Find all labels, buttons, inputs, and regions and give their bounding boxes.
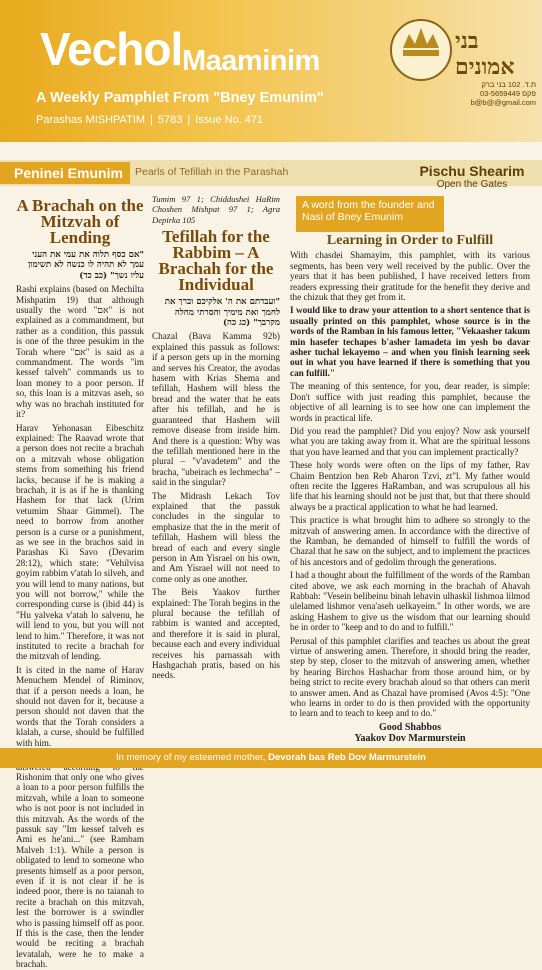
article-heading-learning: Learning in Order to Fulfill	[326, 233, 494, 248]
signoff-good-shabbos: Good Shabbos	[379, 721, 441, 733]
contact-line: b@b@@gmail.com	[470, 98, 536, 107]
issue-number: Issue No. 471	[195, 114, 264, 126]
dedication-name: Devorah bas Reb Dov Marmurstein	[268, 752, 426, 763]
masthead-subtitle: A Weekly Pamphlet From "Bney Emunim"	[36, 90, 324, 106]
paragraph: Rishonim that only one who gives a loan to a poor person fulfills the mitzvah, while a loan to someone who is not poor is not included in this mitzvah. As the words of the passuk say "Im kessef talveh es Ami es he'ani..." (see Rambam Malveh 1:1). While a person is obligated to lend to someone who presents himself as a poor person, even if it is not clear if he is indeed poor, there is no taianah to recite a brachah on this mitzvah, lest the borrower is a swindler who is passing himself off as poor. If this is the case, then the lender would be reciting a brachah levatalah, were he to make a brachah.	[16, 771, 144, 970]
issue-info: Parashas MISHPATIM | 5783 | Issue No. 471	[36, 114, 264, 126]
paragraph: Perusal of this pamphlet clarifies and teaches us about the great virtue of answering amen. Therefore, it should bring the reader, step by step, closer to the mitzvah of answering amen, whether by hearing Birchos Hashachar from those around him, or by being strict to recite every brachah aloud so that others can merit to answer amen. And as Chazal have promised (Avos 4:5): "One who learns in order to do is then provided with the opportunity to learn and to teach to keep and to do."	[290, 635, 530, 719]
spacer	[290, 194, 530, 234]
paragraph: I had a thought about the fulfillment of the words of the Ramban cited above, we ask each morning in the brachah of Ahavah Rabbah: "Vesein belibeinu binah lehavin ulhaskil lishmoa lilmod ulelamed lishmor vena'aseh uelkayeim." In other words, we are asking Hashem to give us the wisdom that our learning should be in order to "keep and to do and to fulfill."	[290, 570, 530, 633]
paragraph: The Midrash Lekach Tov explained that the passuk concludes in the singular to emphasize that the in the merit of tefillah, Hashem will bless the bread of each and every single person in Am Yisrael on his own, and Am Yisrael will not need to come only as one another.	[152, 490, 280, 584]
hebrew-passuk: "אם כסף תלוה את עמי את העני עמך לא תהיה לו כנשה לא תשימון עליו נשך" (כב כד)	[28, 250, 144, 281]
parashas-name: Parashas MISHPATIM	[36, 114, 146, 126]
paragraph: The Beis Yaakov further explained: The Torah begins in the plural because the tefillah of rabbim is wanted and accepted, and therefore it is said in plural, because each and every individual receives his parnassah with Hashgachah pratis, based on his needs.	[152, 587, 280, 681]
section-subtitle-pearls: Pearls of Tefillah in the Parashah	[135, 166, 289, 178]
bney-emunim-crown-logo	[389, 14, 453, 82]
title-vechol: Vechol	[40, 23, 183, 75]
year: 5783	[157, 114, 183, 126]
signoff-author: Yaakov Dov Marmurstein	[354, 732, 466, 744]
paragraph: I would like to draw your attention to a short sentence that is usually printed on this pamphlet, whose source is in the words of the Ramban in his famous letter, "Vekaasher takum min hasefer techapes b'asher lamadeta im yesh bo davar asher tuchal lekayemo – and when you finish learning seek out in what you have learned if there is something that you can fulfill."	[290, 305, 530, 378]
title-maaminim: Maaminim	[182, 45, 320, 77]
paragraph: These holy words were often on the lips of my father, Rav Chaim Bentzion ben Reb Aharon Tzvi, zt"l. My father would often recite the Iggeres HaRamban, and was scrupulous all his life that his learning should not be just that, but that there should always be a practical application to what he had learned.	[290, 460, 530, 512]
paragraph: Harav Yehonasan Eibeschitz explained: The Raavad wrote that a person does not recite a brachah on a mitzvah whose obligation stems from something his friend lacks, because if he is making a brachah, it is as if he is thanking Hashem for that lack (Urim vetumim Shaar Gimmel). The need to borrow from another person is a curse or a punishment, as we see in the brachos said in Parashas Ki Savo (Devarim 28:12), which state: "Vehilvisa goyim rabbim v'atah lo silveh, and you will lend to many nations, but you will not borrow," while the corresponding curse is (ibid 44) is "Hu yalveka v'atah lo salvenu, he will lend to you, but you will not lend to him." Therefore, it was not instituted to recite a brachah for the mitzvah of lending.	[16, 422, 144, 662]
paragraph: Rashi explains (based on Mechilta Mishpatim 19) that although usually the word "אם" is not explained as a commandment, but rather as a condition, this passuk is one of the three pesukim in the Torah where "אם" is said as a commandment. The words "im kessef talveh" commands us to loan money to a poor person. If so, this loan is a mitzvas aseh, so why was no brachah instituted for it?	[16, 284, 144, 420]
source-citation: Tumim 97 1; Chiddushei HaRim Choshen Mishpat 97 1; Agra Depirka 105	[152, 194, 280, 225]
column-3	[290, 194, 530, 744]
hebrew-passuk: "ועבדתם את ה' אלקיכם וברך את לחמך ואת מימיך והסרתי מחלה מקרבך" (כג כה)	[164, 297, 280, 329]
paragraph: The meaning of this sentence, for you, dear reader, is simple: Don't suffice with just reading this pamphlet, because the objective of all learning is to see how one can implement the words in practical life.	[290, 381, 530, 423]
article-heading-brachah-lending: A Brachah on the Mitzvah of Lending	[16, 196, 144, 247]
founder-box: A word from the founder and Nasi of Bney Emunim	[296, 196, 444, 232]
contact-line: 03-5659449 פקס	[479, 89, 536, 98]
article-heading-tefillah-rabbim: Tefillah for the Rabbim – A Brachah for the Individual	[158, 227, 274, 295]
paragraph: This practice is what brought him to adhere so strongly to the mitzvah of answering amen. In accordance with the directive of the Ramban, he demanded of himself to fulfill the words of Chazal that he saw on the subject, and to implement the practices of his ancestors and of gedolim through the generations.	[290, 515, 530, 567]
contact-line: ת.ד. 102 בני ברק	[481, 80, 536, 89]
contact-info	[386, 80, 536, 107]
column-1	[16, 194, 144, 970]
logo-hebrew-text: בני אמונים	[455, 28, 515, 80]
paragraph: Did you read the pamphlet? Did you enjoy? Now ask yourself what you are taking away from it. What are the spiritual lessons that you have learned and that you can implement practically?	[290, 425, 530, 457]
section-title-peninei-emunim: Peninei Emunim	[0, 162, 130, 184]
column-2	[152, 194, 280, 734]
section-subtitle-open-gates: Open the Gates	[436, 179, 508, 190]
dedication-text: In memory of my esteemed mother,	[116, 752, 266, 763]
paragraph: With chasdei Shamayim, this pamphlet, with its various segments, has been very well received by the public. Over the years that it has been published, I have received letters from readers expressing their gratitude for the benefit they derive and the chizuk that they get from it.	[290, 250, 530, 303]
dedication-footer	[0, 748, 542, 768]
section-title-pischu-shearim: Pischu Shearim	[419, 163, 525, 179]
masthead	[0, 0, 542, 142]
paragraph: Chazal (Bava Kamma 92b) explained this passuk as follows: if a person gets up in the morning and serves his Creator, the avodas hasem with Krias Shema and tefillah, Hashem will bless the bread and the water that he eats after his tefillah, and he is guaranteed that Hashem will remove disease from inside him. And there is a question: Why was the tefillah mentioned here in the plural – "v'avadetem" and the bracha, "ubeirach es lechmecha" – said in the singular?	[152, 331, 280, 488]
paragraph: It is cited in the name of Harav Menuchem Mendel of Riminov, that if a person needs a loan, he should not daven for it, because a person should not daven that the words that the Torah considers a klalah, a curse, should be fulfilled with him.	[16, 664, 144, 748]
